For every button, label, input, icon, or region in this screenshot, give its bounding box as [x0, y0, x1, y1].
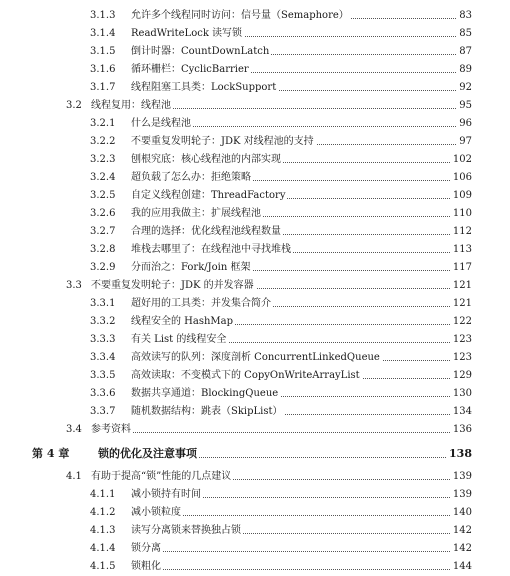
- toc-entry-page: 138: [447, 443, 472, 465]
- toc-entry-page: 97: [457, 133, 472, 151]
- toc-entry-number: 3.3.4: [90, 352, 116, 363]
- toc-entry-title: 超好用的工具类：并发集合简介: [131, 295, 273, 313]
- toc-entry-page: 85: [457, 25, 472, 43]
- toc-entry-number: 3.4: [66, 424, 82, 435]
- toc-subsection-row: [0, 403, 510, 421]
- toc-entry-number: 3.3.5: [90, 370, 116, 381]
- toc-entry-number: 第 4 章: [32, 447, 70, 460]
- toc-section-row: [0, 277, 510, 295]
- toc-entry-title: 刨根究底：核心线程池的内部实现: [131, 151, 283, 169]
- toc-subsection-row: [0, 241, 510, 259]
- toc-entry-page: 134: [451, 403, 472, 421]
- toc-entry-number: 4.1.4: [90, 543, 116, 554]
- toc-entry-title: 不要重复发明轮子：JDK 的并发容器: [91, 277, 256, 295]
- toc-entry-number: 3.2.4: [90, 172, 116, 183]
- toc-entry-number: 3.1.3: [90, 10, 116, 21]
- toc-entry-title: 线程复用：线程池: [91, 97, 173, 115]
- toc-subsection-row: [0, 313, 510, 331]
- toc-subsection-row: [0, 205, 510, 223]
- toc-subsection-row: [0, 522, 510, 540]
- toc-entry-page: 144: [451, 558, 472, 576]
- toc-entry-page: 142: [451, 540, 472, 558]
- toc-subsection-row: [0, 133, 510, 151]
- toc-entry-title: 有关 List 的线程安全: [131, 331, 228, 349]
- toc-entry-page: 83: [457, 7, 472, 25]
- toc-subsection-row: [0, 385, 510, 403]
- toc-entry-page: 92: [457, 79, 472, 97]
- toc-entry-page: 136: [451, 421, 472, 439]
- toc-subsection-row: [0, 25, 510, 43]
- toc-entry-number: 3.2.1: [90, 118, 116, 129]
- toc-entry-page: 121: [451, 295, 472, 313]
- toc-entry-number: 3.1.4: [90, 28, 116, 39]
- toc-subsection-row: [0, 259, 510, 277]
- toc-section-row: [0, 421, 510, 439]
- toc-entry-title: 锁粗化: [131, 558, 163, 576]
- toc-entry-page: 140: [451, 504, 472, 522]
- toc-subsection-row: [0, 331, 510, 349]
- toc-entry-title: 倒计时器：CountDownLatch: [131, 43, 271, 61]
- toc-entry-number: 3.1.7: [90, 82, 116, 93]
- toc-entry-page: 89: [457, 61, 472, 79]
- toc-entry-title: 什么是线程池: [131, 115, 193, 133]
- toc-subsection-row: [0, 223, 510, 241]
- toc-entry-title: 堆栈去哪里了：在线程池中寻找堆栈: [131, 241, 293, 259]
- toc-entry-page: 139: [451, 468, 472, 486]
- toc-entry-title: 允许多个线程同时访问：信号量（Semaphore）: [131, 7, 351, 25]
- toc-section-row: [0, 468, 510, 486]
- toc-entry-page: 123: [451, 349, 472, 367]
- toc-chapter-row: [0, 443, 510, 465]
- toc-entry-page: 139: [451, 486, 472, 504]
- toc-entry-title: 高效读写的队列：深度剖析 ConcurrentLinkedQueue: [131, 349, 382, 367]
- toc-entry-title: 不要重复发明轮子：JDK 对线程池的支持: [131, 133, 316, 151]
- toc-entry-page: 96: [457, 115, 472, 133]
- toc-entry-page: 95: [457, 97, 472, 115]
- toc-entry-number: 4.1.3: [90, 525, 116, 536]
- toc-entry-page: 106: [451, 169, 472, 187]
- toc-entry-number: 3.3.2: [90, 316, 116, 327]
- toc-dot-leader: [131, 569, 460, 570]
- toc-subsection-row: [0, 187, 510, 205]
- toc-subsection-row: [0, 61, 510, 79]
- toc-subsection-row: [0, 504, 510, 522]
- toc-entry-title: 参考资料: [91, 421, 133, 439]
- toc-subsection-row: [0, 367, 510, 385]
- toc-entry-page: 112: [451, 223, 472, 241]
- toc-entry-page: 129: [451, 367, 472, 385]
- toc-subsection-row: [0, 349, 510, 367]
- toc-entry-title: 高效读取：不变模式下的 CopyOnWriteArrayList: [131, 367, 362, 385]
- toc-entry-number: 3.3.1: [90, 298, 116, 309]
- toc-entry-title: ReadWriteLock 读写锁: [131, 25, 244, 43]
- toc-entry-page: 102: [451, 151, 472, 169]
- toc-entry-title: 锁的优化及注意事项: [98, 443, 199, 465]
- toc-entry-page: 123: [451, 331, 472, 349]
- toc-entry-number: 3.2.3: [90, 154, 116, 165]
- toc-entry-title: 分而治之：Fork/Join 框架: [131, 259, 252, 277]
- toc-subsection-row: [0, 169, 510, 187]
- toc-entry-page: 130: [451, 385, 472, 403]
- toc-entry-page: 142: [451, 522, 472, 540]
- toc-entry-number: 4.1.1: [90, 489, 116, 500]
- toc-entry-number: 3.2.7: [90, 226, 116, 237]
- toc-entry-title: 循环栅栏：CyclicBarrier: [131, 61, 251, 79]
- toc-entry-title: 随机数据结构：跳表（SkipList）: [131, 403, 285, 421]
- toc-entry-title: 读写分离锁来替换独占锁: [131, 522, 243, 540]
- toc-entry-title: 线程安全的 HashMap: [131, 313, 235, 331]
- toc-entry-number: 3.2.2: [90, 136, 116, 147]
- toc-entry-title: 我的应用我做主：扩展线程池: [131, 205, 263, 223]
- toc-entry-number: 3.2.9: [90, 262, 116, 273]
- toc-subsection-row: [0, 115, 510, 133]
- toc-entry-number: 3.3: [66, 280, 82, 291]
- toc-entry-number: 3.3.6: [90, 388, 116, 399]
- toc-subsection-row: [0, 79, 510, 97]
- toc-entry-title: 合理的选择：优化线程池线程数量: [131, 223, 283, 241]
- toc-entry-page: 121: [451, 277, 472, 295]
- toc-entry-number: 3.3.7: [90, 406, 116, 417]
- toc-entry-number: 3.3.3: [90, 334, 116, 345]
- toc-entry-number: 3.1.6: [90, 64, 116, 75]
- toc-subsection-row: [0, 486, 510, 504]
- toc-entry-number: 3.2.5: [90, 190, 116, 201]
- toc-entry-page: 87: [457, 43, 472, 61]
- toc-subsection-row: [0, 540, 510, 558]
- toc-entry-page: 113: [451, 241, 472, 259]
- toc-entry-page: 122: [451, 313, 472, 331]
- toc-subsection-row: [0, 43, 510, 61]
- toc-entry-number: 4.1: [66, 471, 82, 482]
- toc-entry-number: 3.2: [66, 100, 82, 111]
- toc-subsection-row: [0, 151, 510, 169]
- toc-entry-title: 减小锁持有时间: [131, 486, 203, 504]
- toc-entry-number: 4.1.2: [90, 507, 116, 518]
- toc-dot-leader: [131, 551, 460, 552]
- toc-entry-title: 线程阻塞工具类：LockSupport: [131, 79, 278, 97]
- toc-entry-number: 3.2.6: [90, 208, 116, 219]
- toc-subsection-row: [0, 295, 510, 313]
- toc-entry-title: 自定义线程创建：ThreadFactory: [131, 187, 287, 205]
- toc-dot-leader: [91, 432, 460, 433]
- toc-subsection-row: [0, 7, 510, 25]
- toc-entry-page: 109: [451, 187, 472, 205]
- toc-entry-page: 110: [451, 205, 472, 223]
- toc-entry-number: 3.2.8: [90, 244, 116, 255]
- toc-section-row: [0, 97, 510, 115]
- toc-entry-page: 117: [451, 259, 472, 277]
- toc-entry-title: 减小锁粒度: [131, 504, 183, 522]
- toc-entry-number: 3.1.5: [90, 46, 116, 57]
- toc-entry-title: 超负载了怎么办：拒绝策略: [131, 169, 253, 187]
- toc-entry-title: 数据共享通道：BlockingQueue: [131, 385, 280, 403]
- toc-entry-number: 4.1.5: [90, 561, 116, 572]
- toc-entry-title: 有助于提高“锁”性能的几点建议: [91, 468, 233, 486]
- toc-entry-title: 锁分离: [131, 540, 163, 558]
- toc-subsection-row: [0, 558, 510, 576]
